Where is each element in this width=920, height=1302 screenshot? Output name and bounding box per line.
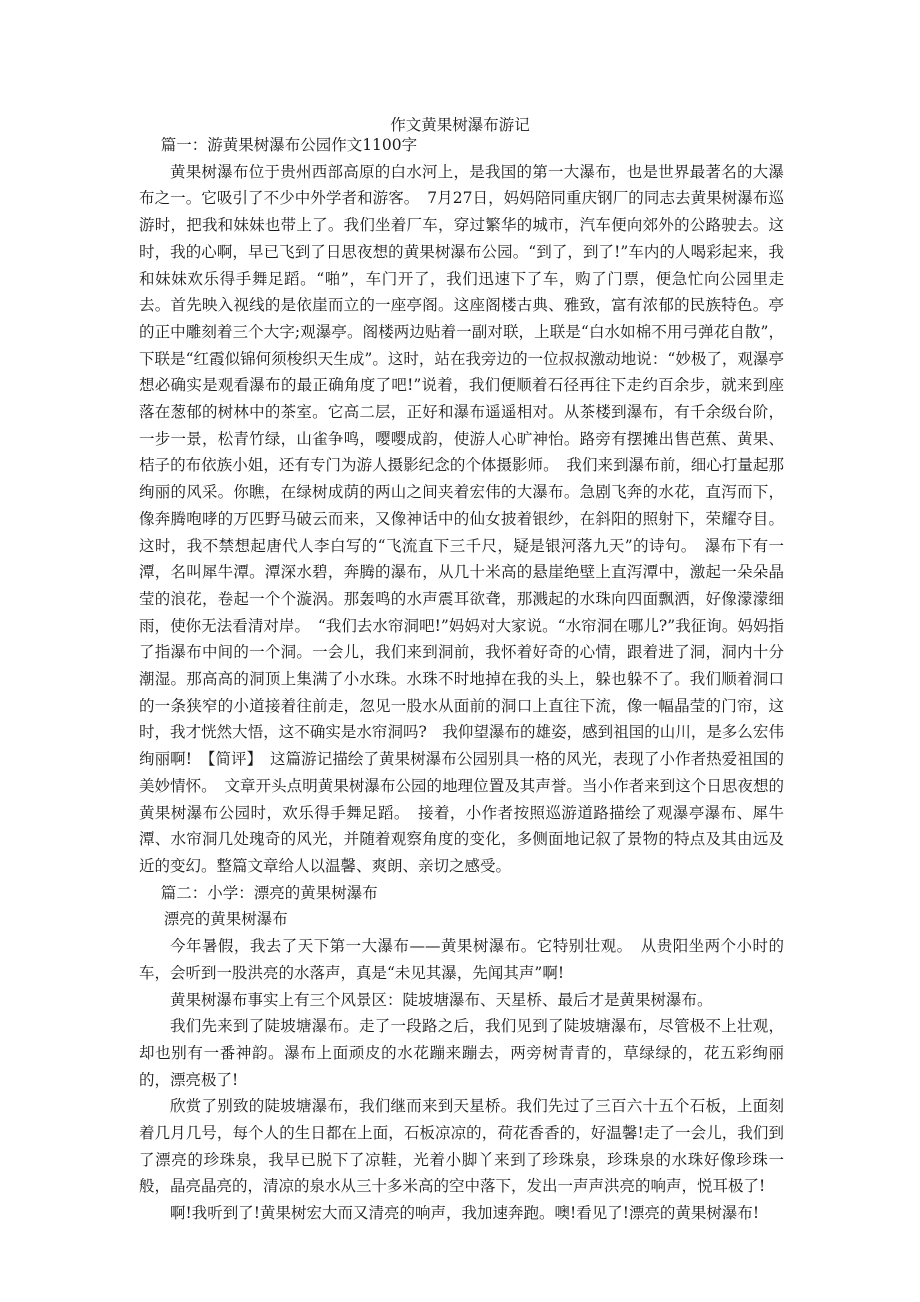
- paragraph: 今年暑假，我去了天下第一大瀑布——黄果树瀑布。它特别壮观。 从贵阳坐两个小时的车，会听到一股洪亮的水落声，真是“未见其瀑，先闻其声”啊!: [139, 937, 784, 982]
- document-title: 作文黄果树瀑布游记: [390, 116, 530, 134]
- paragraph: 欣赏了别致的陡坡塘瀑布，我们继而来到天星桥。我们先过了三百六十五个石板，上面刻着几月几号，每个人的生日都在上面，石板凉凉的，荷花香香的，好温馨!走了一会儿，我们到了漂亮的珍珠泉，我早已脱下了凉鞋，光着小脚丫来到了珍珠泉，珍珠泉的水珠好像珍珠一般，晶亮晶亮的，清凉的泉水从三十多米高的空中落下，发出一声声洪亮的响声，悦耳极了!: [139, 1097, 784, 1196]
- paragraph: 黄果树瀑布事实上有三个风景区：陡坡塘瀑布、天星桥、最后才是黄果树瀑布。: [170, 990, 713, 1009]
- section-heading-2: 篇二：小学：漂亮的黄果树瀑布: [160, 883, 378, 902]
- paragraph: 我们先来到了陡坡塘瀑布。走了一段路之后，我们见到了陡坡塘瀑布，尽管极不上壮观，却也别有一番神韵。瀑布上面顽皮的水花蹦来蹦去，两旁树青青的，草绿绿的，花五彩绚丽的，漂亮极了!: [139, 1017, 784, 1089]
- subtitle: 漂亮的黄果树瀑布: [163, 910, 288, 929]
- paragraph: 黄果树瀑布位于贵州西部高原的白水河上，是我国的第一大瀑布，也是世界最著名的大瀑布之一。它吸引了不少中外学者和游客。 7月27日，妈妈陪同重庆钢厂的同志去黄果树瀑布巡游时，把我和妹妹也带上了。我们坐着厂车，穿过繁华的城市，汽车便向郊外的公路驶去。这时，我的心啊，早已飞到了日思夜想的黄果树瀑布公园。“到了，到了!”车内的人喝彩起来，我和妹妹欢乐得手舞足蹈。“啪”，车门开了，我们迅速下了车，购了门票，便急忙向公园里走去。首先映入视线的是依崖而立的一座亭阁。这座阁楼古典、雅致，富有浓郁的民族特色。亭的正中雕刻着三个大字;观瀑亭。阁楼两边贴着一副对联，上联是“白水如棉不用弓弹花自散”，下联是“红霞似锦何须梭织天生成”。这时，站在我旁边的一位叔叔激动地说：“妙极了，观瀑亭想必确实是观看瀑布的最正确角度了吧!”说着，我们便顺着石径再往下走约百余步，就来到座落在葱郁的树林中的茶室。它高二层，正好和瀑布遥遥相对。从茶楼到瀑布，有千余级台阶，一步一景，松青竹绿，山雀争鸣，嘤嘤成韵，使游人心旷神怡。路旁有摆摊出售芭蕉、黄果、桔子的布依族小姐，还有专门为游人摄影纪念的个体摄影师。 我们来到瀑布前，细心打量起那绚丽的风采。你瞧，在绿树成荫的两山之间夹着宏伟的大瀑布。急剧飞奔的水花，直泻而下，像奔腾咆哮的万匹野马破云而来，又像神话中的仙女披着银纱，在斜阳的照射下，荣耀夺目。这时，我不禁想起唐代人李白写的“飞流直下三千尺，疑是银河落九天”的诗句。 瀑布下有一潭，名叫犀牛潭。潭深水碧，奔腾的瀑布，从几十米高的悬崖绝壁上直泻潭中，激起一朵朵晶莹的浪花，卷起一个个漩涡。那轰鸣的水声震耳欲聋，那溅起的水珠向四面飘洒，好像濛濛细雨，使你无法看清对岸。 “我们去水帘洞吧!”妈妈对大家说。“水帘洞在哪儿?”我征询。妈妈指了指瀑布中间的一个洞。一会儿，我们来到洞前，我怀着好奇的心情，跟着进了洞，洞内十分潮湿。那高高的洞顶上集满了小水珠。水珠不时地掉在我的头上，躲也躲不了。我们顺着洞口的一条狭窄的小道接着往前走，忽见一股水从面前的洞口上直往下流，像一幅晶莹的门帘，这时，我才恍然大悟，这不确实是水帘洞吗? 我仰望瀑布的雄姿，感到祖国的山川，是多么宏伟绚丽啊! 【简评】 这篇游记描绘了黄果树瀑布公园别具一格的风光，表现了小作者热爱祖国的美妙情怀。 文章开头点明黄果树瀑布公园的地理位置及其声誉。当小作者来到这个日思夜想的黄果树瀑布公园时，欢乐得手舞足蹈。 接着，小作者按照巡游道路描绘了观瀑亭瀑布、犀牛潭、水帘洞几处瑰奇的风光，并随着观察角度的变化，多侧面地记叙了景物的特点及其由远及近的变幻。整篇文章给人以温馨、爽朗、亲切之感受。: [139, 162, 784, 875]
- section-heading-1: 篇一：游黄果树瀑布公园作文1100字: [160, 136, 418, 154]
- paragraph: 啊!我听到了!黄果树宏大而又清亮的响声，我加速奔跑。噢!看见了!漂亮的黄果树瀑布!: [170, 1204, 760, 1223]
- document-body: [139, 132, 784, 1227]
